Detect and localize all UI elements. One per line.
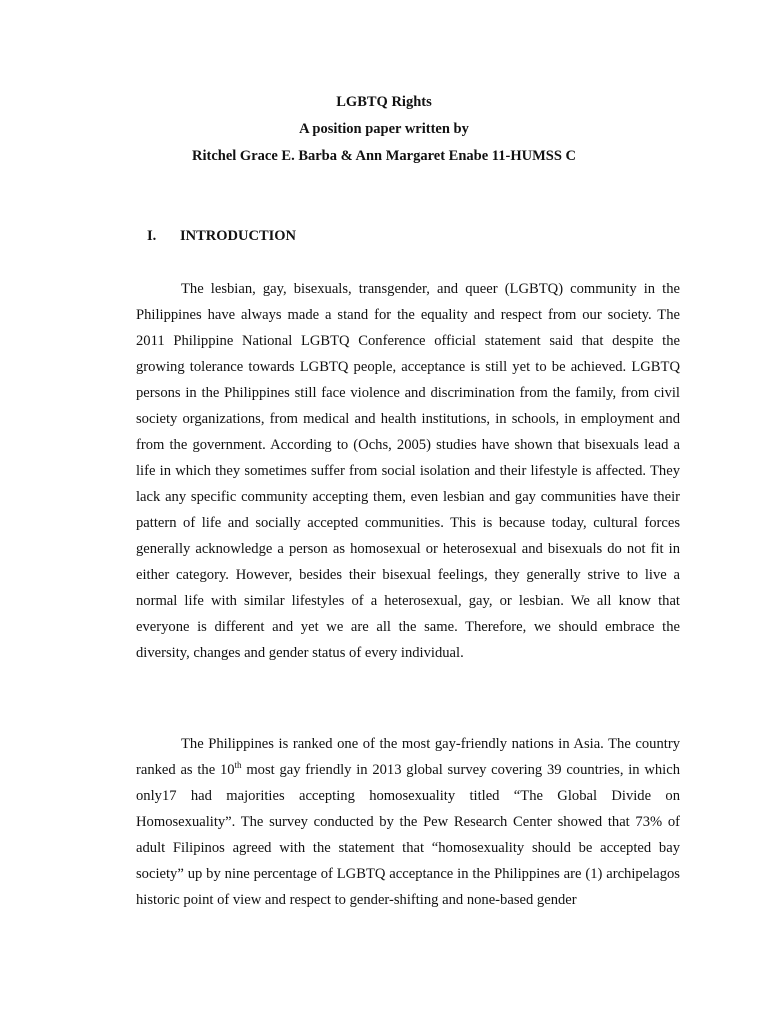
paragraph-text: The lesbian, gay, bisexuals, transgender, and queer (LGBTQ) community in the Philippines have always made a stand for the equality and respect from our society. The 2011 Philippine National LGBTQ Conference official statement said that despite the growing tolerance towards LGBTQ people, acceptance is still yet to be achieved. LGBTQ persons in the Philippines still face violence and discrimination from the family, from civil society organizations, from medical and health institutions, in schools, in employment and from the government. According to (Ochs, 2005) studies have shown that bisexuals lead a life in which they sometimes suffer from social isolation and their lifestyle is affected. They lack any specific community accepting them, even lesbian and gay communities have their pattern of life and socially accepted communities. This is because today, cultural forces generally acknowledge a person as homosexual or heterosexual and bisexuals do not fit in either category. However, besides their bisexual feelings, they generally strive to live a normal life with similar lifestyles of a heterosexual, gay, or lesbian. We all know that everyone is different and yet we are all the same. Therefore, we should embrace the diversity, changes and gender status of every individual. <box>136 281 680 661</box>
paragraph-text-part2: most gay friendly in 2013 global survey covering 39 countries, in which only17 had majorities accepting homosexuality titled “The Global Divide on Homosexuality”. The survey conducted by the Pew Research Center showed that 73% of adult Filipinos agreed with the statement that “homosexuality should be accepted bay society” up by nine percentage of LGBTQ acceptance in the Philippines are (1) archipelagos historic point of view and respect to gender-shifting and none-based gender <box>136 762 680 908</box>
section-number: I. <box>147 228 157 244</box>
ordinal-superscript: th <box>234 760 242 771</box>
paragraph-text-part1: The Philippines is ranked one of the most gay-friendly nations in Asia. The country ranked as the 10 <box>136 736 680 778</box>
paragraph-ranking <box>136 731 680 913</box>
section-title: INTRODUCTION <box>180 228 297 244</box>
document-authors: Ritchel Grace E. Barba & Ann Margaret Enabe 11-HUMSS C <box>192 148 576 164</box>
document-title: LGBTQ Rights <box>336 94 432 110</box>
section-heading <box>147 227 296 245</box>
paragraph-introduction <box>136 276 680 666</box>
document-subtitle: A position paper written by <box>299 121 469 137</box>
